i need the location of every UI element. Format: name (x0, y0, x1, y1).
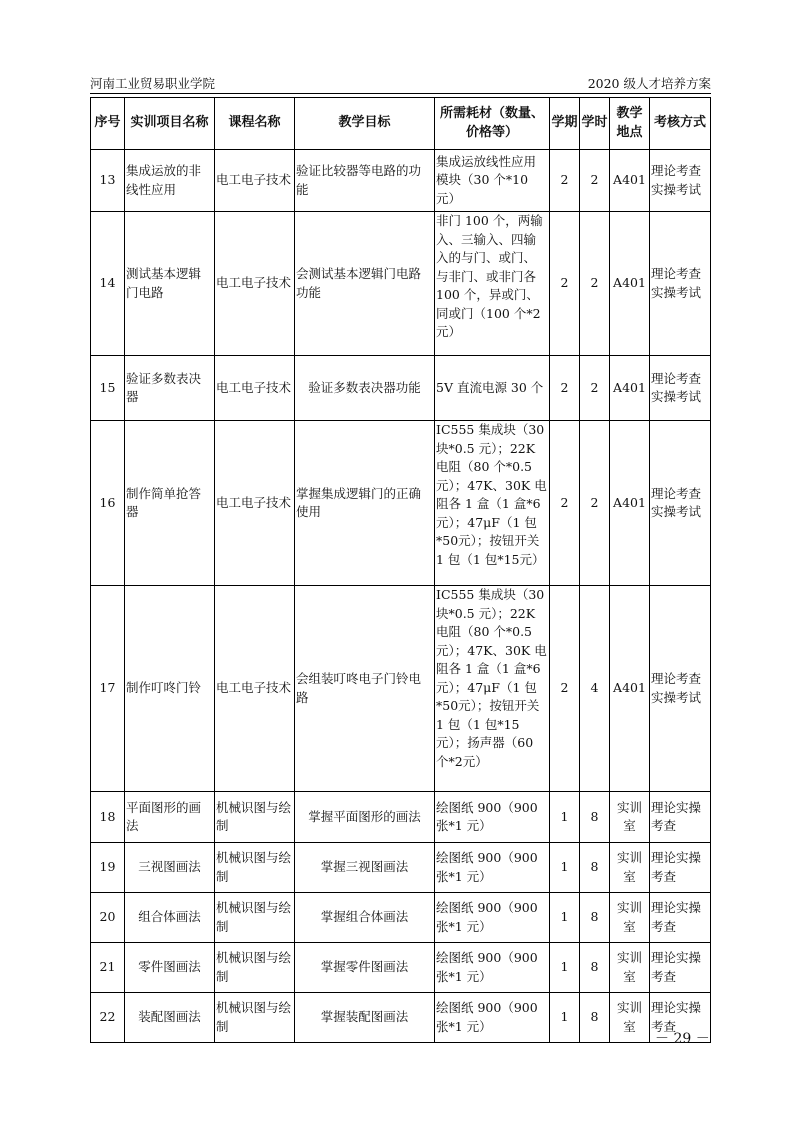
cell-assess: 理论实操考查 (650, 943, 711, 993)
cell-hours: 4 (580, 586, 610, 792)
col-header-term: 学期 (550, 98, 580, 150)
cell-course: 电工电子技术 (215, 212, 295, 356)
cell-hours: 8 (580, 993, 610, 1043)
cell-hours: 2 (580, 421, 610, 586)
cell-place: A401 (610, 212, 650, 356)
cell-course: 机械识图与绘制 (215, 893, 295, 943)
cell-hours: 2 (580, 150, 610, 212)
document-title: 2020 级人才培养方案 (587, 76, 711, 91)
cell-place: A401 (610, 150, 650, 212)
cell-goal: 验证多数表决器功能 (295, 356, 435, 421)
cell-place: A401 (610, 586, 650, 792)
cell-no: 13 (91, 150, 125, 212)
cell-no: 19 (91, 843, 125, 893)
cell-course: 机械识图与绘制 (215, 843, 295, 893)
table-row (91, 150, 711, 212)
cell-materials: 绘图纸 900（900张*1 元） (435, 943, 550, 993)
cell-assess: 理论实操考查 (650, 893, 711, 943)
cell-place: 实训室 (610, 843, 650, 893)
cell-place: 实训室 (610, 792, 650, 843)
table-row (91, 893, 711, 943)
cell-assess: 理论考查实操考试 (650, 356, 711, 421)
cell-project: 三视图画法 (125, 843, 215, 893)
cell-course: 机械识图与绘制 (215, 792, 295, 843)
cell-project: 装配图画法 (125, 993, 215, 1043)
page-header (90, 74, 711, 94)
col-header-goal: 教学目标 (295, 98, 435, 150)
table-row (91, 993, 711, 1043)
cell-project: 测试基本逻辑门电路 (125, 212, 215, 356)
cell-term: 1 (550, 893, 580, 943)
cell-place: 实训室 (610, 893, 650, 943)
cell-materials: IC555 集成块（30块*0.5 元）；22K 电阻（80 个*0.5元）；47K、30K 电阻各 1 盒（1 盒*6元）；47μF（1 包*50元）；按钮开关 1 包（1 包*15元） (435, 421, 550, 586)
table-row (91, 943, 711, 993)
cell-course: 机械识图与绘制 (215, 943, 295, 993)
cell-project: 制作简单抢答器 (125, 421, 215, 586)
cell-project: 组合体画法 (125, 893, 215, 943)
cell-term: 1 (550, 943, 580, 993)
cell-course: 电工电子技术 (215, 421, 295, 586)
cell-place: 实训室 (610, 943, 650, 993)
cell-assess: 理论考查实操考试 (650, 150, 711, 212)
table-header-row (91, 98, 711, 150)
cell-materials: 绘图纸 900（900张*1 元） (435, 893, 550, 943)
table-row (91, 421, 711, 586)
cell-place: 实训室 (610, 993, 650, 1043)
training-table (90, 97, 711, 1043)
cell-materials: 集成运放线性应用模块（30 个*10 元） (435, 150, 550, 212)
cell-materials: 绘图纸 900（900张*1 元） (435, 843, 550, 893)
cell-no: 20 (91, 893, 125, 943)
cell-term: 2 (550, 356, 580, 421)
table-row (91, 356, 711, 421)
cell-project: 平面图形的画法 (125, 792, 215, 843)
cell-assess: 理论实操考查 (650, 792, 711, 843)
cell-hours: 2 (580, 212, 610, 356)
cell-assess: 理论实操考查 (650, 843, 711, 893)
cell-place: A401 (610, 356, 650, 421)
cell-materials: 绘图纸 900（900张*1 元） (435, 993, 550, 1043)
cell-goal: 掌握组合体画法 (295, 893, 435, 943)
cell-hours: 8 (580, 843, 610, 893)
cell-assess: 理论考查实操考试 (650, 586, 711, 792)
cell-course: 电工电子技术 (215, 586, 295, 792)
col-header-assess: 考核方式 (650, 98, 711, 150)
cell-goal: 掌握装配图画法 (295, 993, 435, 1043)
cell-term: 2 (550, 212, 580, 356)
cell-term: 2 (550, 150, 580, 212)
cell-materials: 5V 直流电源 30 个 (435, 356, 550, 421)
cell-goal: 验证比较器等电路的功能 (295, 150, 435, 212)
cell-project: 集成运放的非线性应用 (125, 150, 215, 212)
cell-assess: 理论考查实操考试 (650, 421, 711, 586)
cell-place: A401 (610, 421, 650, 586)
cell-hours: 8 (580, 943, 610, 993)
header-rule (90, 93, 711, 94)
cell-goal: 掌握平面图形的画法 (295, 792, 435, 843)
cell-project: 制作叮咚门铃 (125, 586, 215, 792)
col-header-hours: 学时 (580, 98, 610, 150)
cell-assess: 理论实操考查 (650, 993, 711, 1043)
cell-no: 18 (91, 792, 125, 843)
table-row (91, 212, 711, 356)
cell-term: 1 (550, 792, 580, 843)
col-header-no: 序号 (91, 98, 125, 150)
cell-hours: 8 (580, 792, 610, 843)
cell-course: 电工电子技术 (215, 356, 295, 421)
cell-hours: 8 (580, 893, 610, 943)
cell-materials: 非门 100 个，两输入、三输入、四输入的与门、或门、与非门、或非门各 100 个，异或门、同或门（100 个*2元） (435, 212, 550, 356)
cell-no: 15 (91, 356, 125, 421)
cell-no: 21 (91, 943, 125, 993)
table-row (91, 586, 711, 792)
col-header-course: 课程名称 (215, 98, 295, 150)
col-header-place: 教学地点 (610, 98, 650, 150)
cell-no: 14 (91, 212, 125, 356)
cell-course: 电工电子技术 (215, 150, 295, 212)
col-header-materials: 所需耗材（数量、价格等） (435, 98, 550, 150)
cell-goal: 会测试基本逻辑门电路功能 (295, 212, 435, 356)
col-header-project: 实训项目名称 (125, 98, 215, 150)
cell-no: 22 (91, 993, 125, 1043)
page-number: － 29 － (655, 1031, 710, 1047)
cell-materials: IC555 集成块（30块*0.5 元）；22K 电阻（80 个*0.5元）；47K、30K 电阻各 1 盒（1 盒*6元）；47μF（1 包*50元）；按钮开关 1 包（1 包*15元）；扬声器（60 个*2元） (435, 586, 550, 792)
cell-hours: 2 (580, 356, 610, 421)
cell-materials: 绘图纸 900（900张*1 元） (435, 792, 550, 843)
cell-project: 零件图画法 (125, 943, 215, 993)
cell-project: 验证多数表决器 (125, 356, 215, 421)
cell-goal: 会组装叮咚电子门铃电路 (295, 586, 435, 792)
cell-term: 2 (550, 586, 580, 792)
cell-term: 2 (550, 421, 580, 586)
cell-no: 17 (91, 586, 125, 792)
cell-goal: 掌握集成逻辑门的正确使用 (295, 421, 435, 586)
cell-goal: 掌握三视图画法 (295, 843, 435, 893)
cell-term: 1 (550, 843, 580, 893)
table-row (91, 792, 711, 843)
school-name: 河南工业贸易职业学院 (90, 76, 216, 91)
cell-course: 机械识图与绘制 (215, 993, 295, 1043)
cell-goal: 掌握零件图画法 (295, 943, 435, 993)
cell-assess: 理论考查实操考试 (650, 212, 711, 356)
cell-term: 1 (550, 993, 580, 1043)
table-row (91, 843, 711, 893)
cell-no: 16 (91, 421, 125, 586)
